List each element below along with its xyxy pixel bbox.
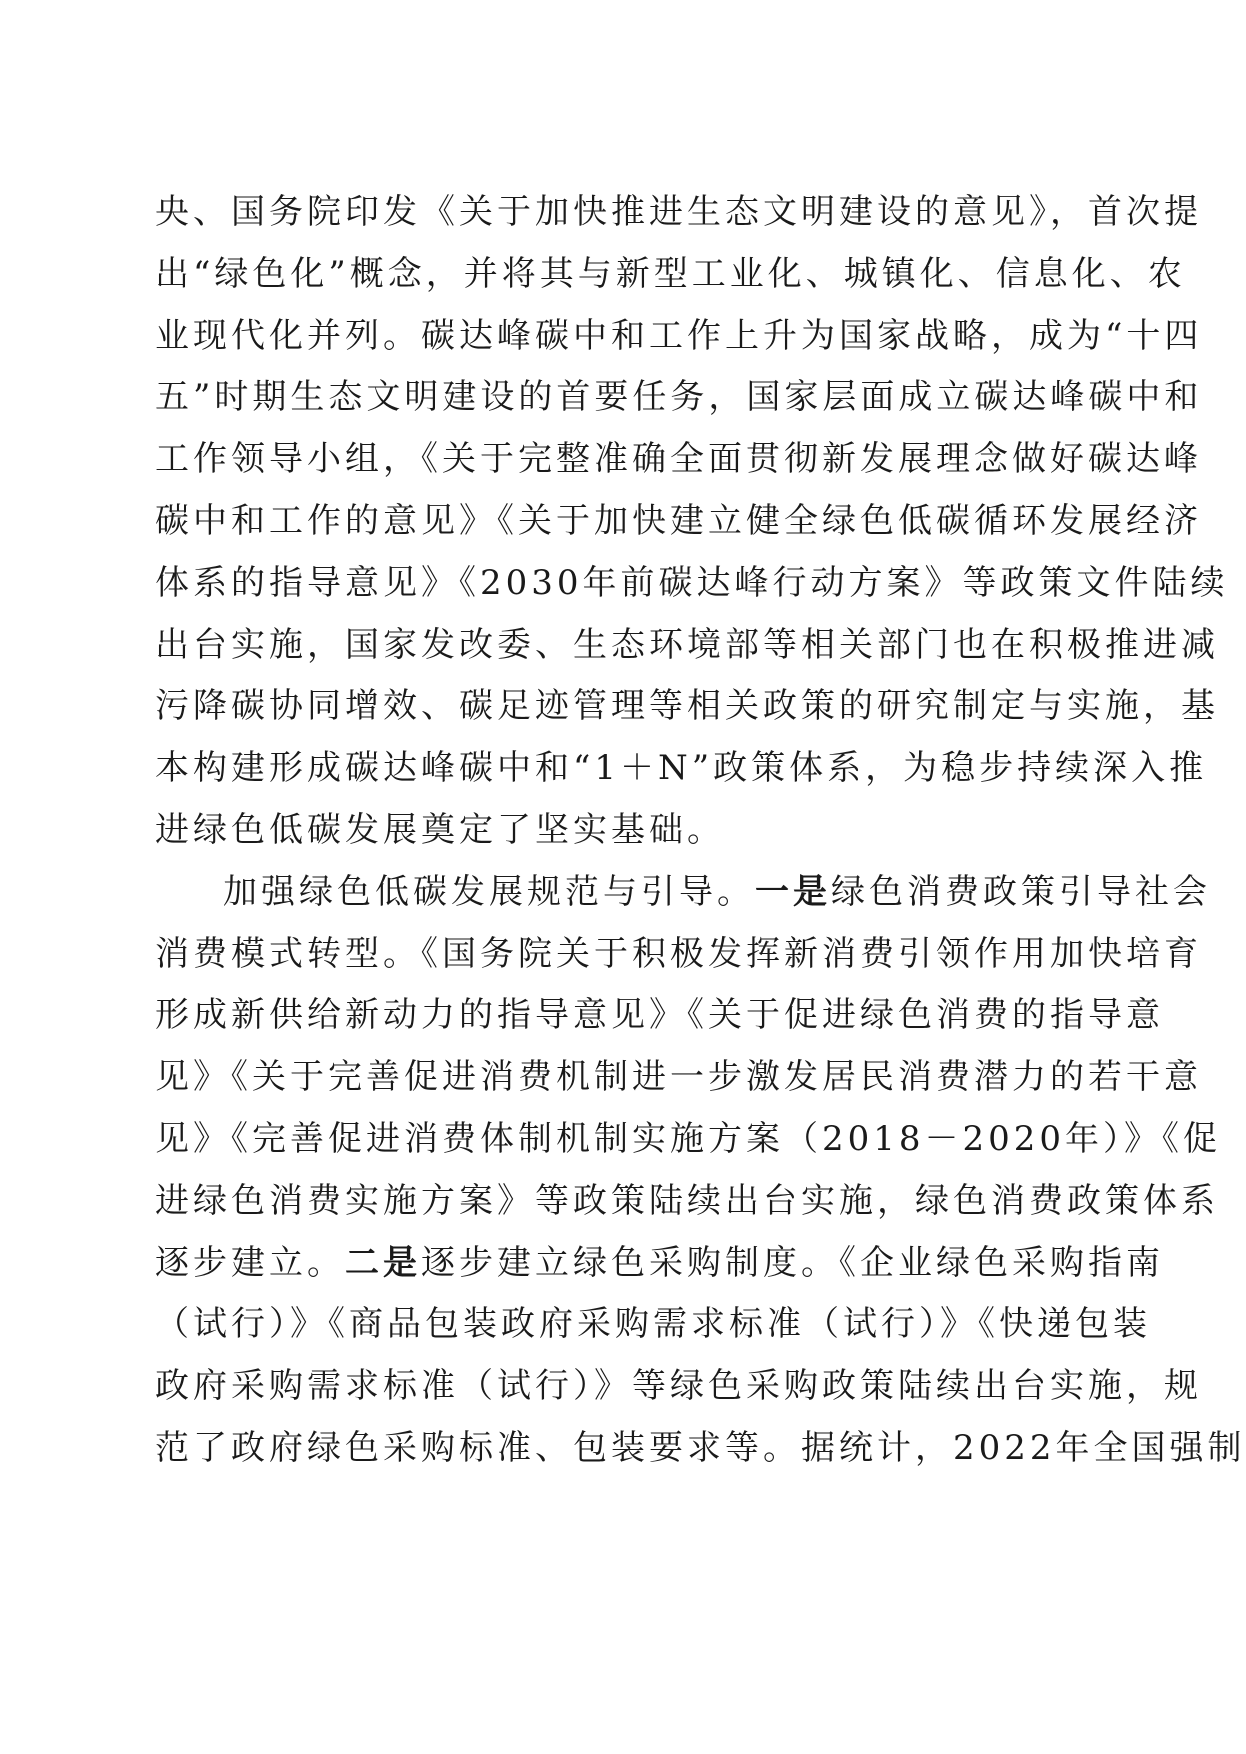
paragraph-line: 污降碳协同增效、碳足迹管理等相关政策的研究制定与实施，基: [155, 686, 1219, 727]
paragraph-line: 本构建形成碳达峰碳中和“1＋N”政策体系，为稳步持续深入推: [155, 748, 1208, 789]
paragraph-line: 出台实施，国家发改委、生态环境部等相关部门也在积极推进减: [155, 624, 1219, 665]
paragraph-line: 形成新供给新动力的指导意见》《关于促进绿色消费的指导意: [155, 995, 1164, 1036]
paragraph-line: 见》《完善促进消费体制机制实施方案（2018－2020年）》《促: [155, 1118, 1222, 1159]
paragraph-line: 消费模式转型。《国务院关于积极发挥新消费引领作用加快培育: [155, 933, 1202, 974]
paragraph-line: 见》《关于完善促进消费机制进一步激发居民消费潜力的若干意: [155, 1057, 1202, 1098]
paragraph-line: 碳中和工作的意见》《关于加快建立健全绿色低碳循环发展经济: [155, 500, 1202, 541]
paragraph-line: 工作领导小组，《关于完整准确全面贯彻新发展理念做好碳达峰: [155, 439, 1202, 480]
paragraph-line: 业现代化并列。碳达峰碳中和工作上升为国家战略，成为“十四: [155, 315, 1203, 356]
paragraph-line: 五”时期生态文明建设的首要任务，国家层面成立碳达峰碳中和: [155, 377, 1203, 418]
paragraph-line: 范了政府绿色采购标准、包装要求等。据统计，2022年全国强制: [155, 1427, 1246, 1468]
paragraph-line: 进绿色消费实施方案》等政策陆续出台实施，绿色消费政策体系: [155, 1180, 1219, 1221]
emphasis-text: 一是: [755, 871, 831, 912]
emphasis-text: 二是: [345, 1242, 421, 1283]
paragraph-line: 出“绿色化”概念，并将其与新型工业化、城镇化、信息化、农: [155, 253, 1186, 294]
paragraph-text: 加强绿色低碳发展规范与引导。: [223, 871, 755, 912]
paragraph-line: [155, 1233, 1164, 1295]
paragraph-text: 逐步建立。: [155, 1242, 345, 1283]
paragraph-line: 央、国务院印发《关于加快推进生态文明建设的意见》，首次提: [155, 192, 1202, 232]
paragraph-line: 体系的指导意见》《2030年前碳达峰行动方案》等政策文件陆续: [155, 562, 1229, 603]
paragraph-text: 绿色消费政策引导社会: [831, 871, 1211, 912]
paragraph-2: [155, 862, 1246, 1480]
paragraph-line: （试行）》《商品包装政府采购需求标准（试行）》《快递包装: [155, 1304, 1151, 1345]
paragraph-line: 政府采购需求标准（试行）》等绿色采购政策陆续出台实施，规: [155, 1366, 1202, 1407]
paragraph-line: [155, 862, 1211, 924]
paragraph-line: 进绿色低碳发展奠定了坚实基础。: [155, 809, 725, 850]
body-text: [155, 182, 1246, 1480]
paragraph-1: [155, 182, 1229, 862]
paragraph-text: 逐步建立绿色采购制度。《企业绿色采购指南: [421, 1242, 1164, 1283]
